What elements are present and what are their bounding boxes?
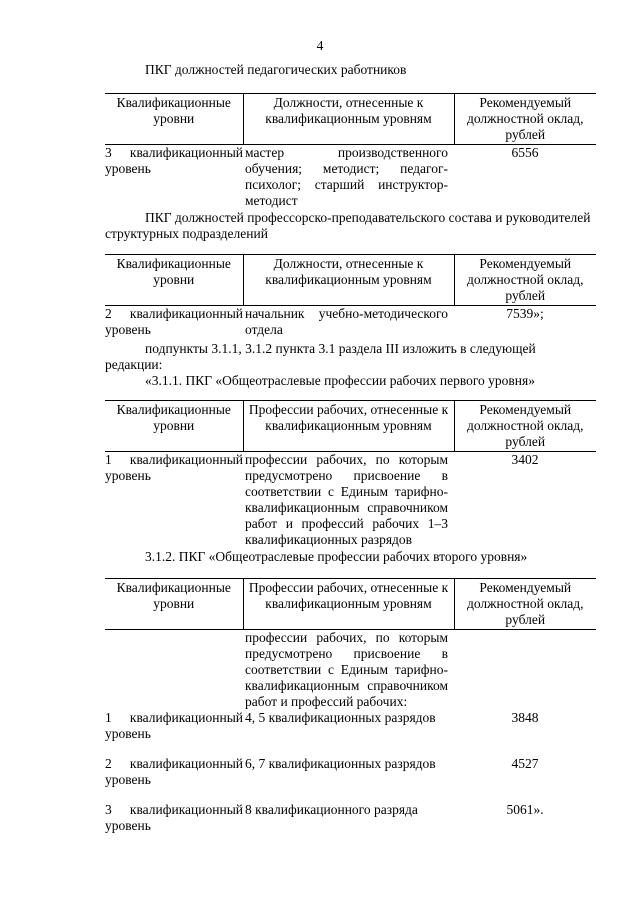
section-title-second-level: 3.1.2. ПКГ «Общеотраслевые профессии рабочих второго уровня» — [145, 549, 528, 564]
col-header-salary: Рекомендуемый должностной оклад, рублей — [454, 579, 596, 630]
table-row — [105, 452, 596, 549]
salary-cell: 6556 — [511, 145, 539, 160]
professions-cell: 4, 5 квалификационных разрядов — [245, 710, 436, 725]
table-row — [105, 630, 596, 711]
professions-cell: 8 квалификационного разряда — [245, 802, 418, 817]
col-header-professions: Профессии рабочих, отнесенные к квалификационным уровням — [243, 401, 454, 452]
table-row — [105, 306, 596, 339]
table-first-level — [105, 400, 596, 548]
professions-cell: 6, 7 квалификационных разрядов — [245, 756, 436, 771]
level-cell: 3 квалификационный уровень — [105, 145, 243, 176]
salary-cell: 4527 — [511, 756, 539, 771]
table-row — [105, 145, 596, 210]
level-cell: 2 квалификационный уровень — [105, 306, 243, 337]
table-second-level — [105, 578, 596, 834]
level-cell: 2 квалификационный уровень — [105, 756, 243, 787]
table-pedagogical — [105, 93, 596, 209]
professions-cell: профессии рабочих, по которым предусмотрено присвоение в соответствии с Единым тарифно-квалификационным справочником работ и профессий рабочих 1–3 квалификационных разрядов — [245, 452, 448, 547]
col-header-professions: Профессии рабочих, отнесенные к квалификационным уровням — [243, 579, 454, 630]
col-header-positions: Должности, отнесенные к квалификационным уровням — [243, 94, 454, 145]
section-title-pedagogical: ПКГ должностей педагогических работников — [145, 62, 407, 77]
table-row — [105, 756, 596, 788]
col-header-levels: Квалификационные уровни — [105, 255, 243, 306]
col-header-salary: Рекомендуемый должностной оклад, рублей — [454, 94, 596, 145]
salary-cell: 3402 — [511, 452, 539, 467]
positions-cell: мастер производственного обучения; методист; педагог-психолог; старший инструктор-методист — [245, 145, 448, 208]
professions-intro-cell: профессии рабочих, по которым предусмотрено присвоение в соответствии с Единым тарифно-квалификационным справочником работ и профессий рабочих: — [245, 630, 448, 709]
positions-cell: начальник учебно-методического отдела — [245, 306, 448, 337]
page-number: 4 — [316, 38, 324, 53]
table-row — [105, 710, 596, 742]
level-cell: 1 квалификационный уровень — [105, 710, 243, 741]
amendment-paragraph: подпункты 3.1.1, 3.1.2 пункта 3.1 раздела III изложить в следующей редакции: — [105, 341, 536, 372]
level-cell: 1 квалификационный уровень — [105, 452, 243, 483]
table-professors — [105, 254, 596, 338]
col-header-levels: Квалификационные уровни — [105, 579, 243, 630]
col-header-positions: Должности, отнесенные к квалификационным уровням — [243, 255, 454, 306]
col-header-levels: Квалификационные уровни — [105, 94, 243, 145]
section-title-first-level: «3.1.1. ПКГ «Общеотраслевые профессии рабочих первого уровня» — [145, 373, 535, 388]
salary-cell: 3848 — [511, 710, 539, 725]
table-row — [105, 802, 596, 834]
col-header-salary: Рекомендуемый должностной оклад, рублей — [454, 255, 596, 306]
section-title-professors: ПКГ должностей профессорско-преподавательского состава и руководителей структурных подразделений — [105, 210, 591, 241]
salary-cell: 5061». — [506, 802, 544, 817]
level-cell: 3 квалификационный уровень — [105, 802, 243, 833]
col-header-levels: Квалификационные уровни — [105, 401, 243, 452]
col-header-salary: Рекомендуемый должностной оклад, рублей — [454, 401, 596, 452]
salary-cell: 7539»; — [506, 306, 544, 321]
